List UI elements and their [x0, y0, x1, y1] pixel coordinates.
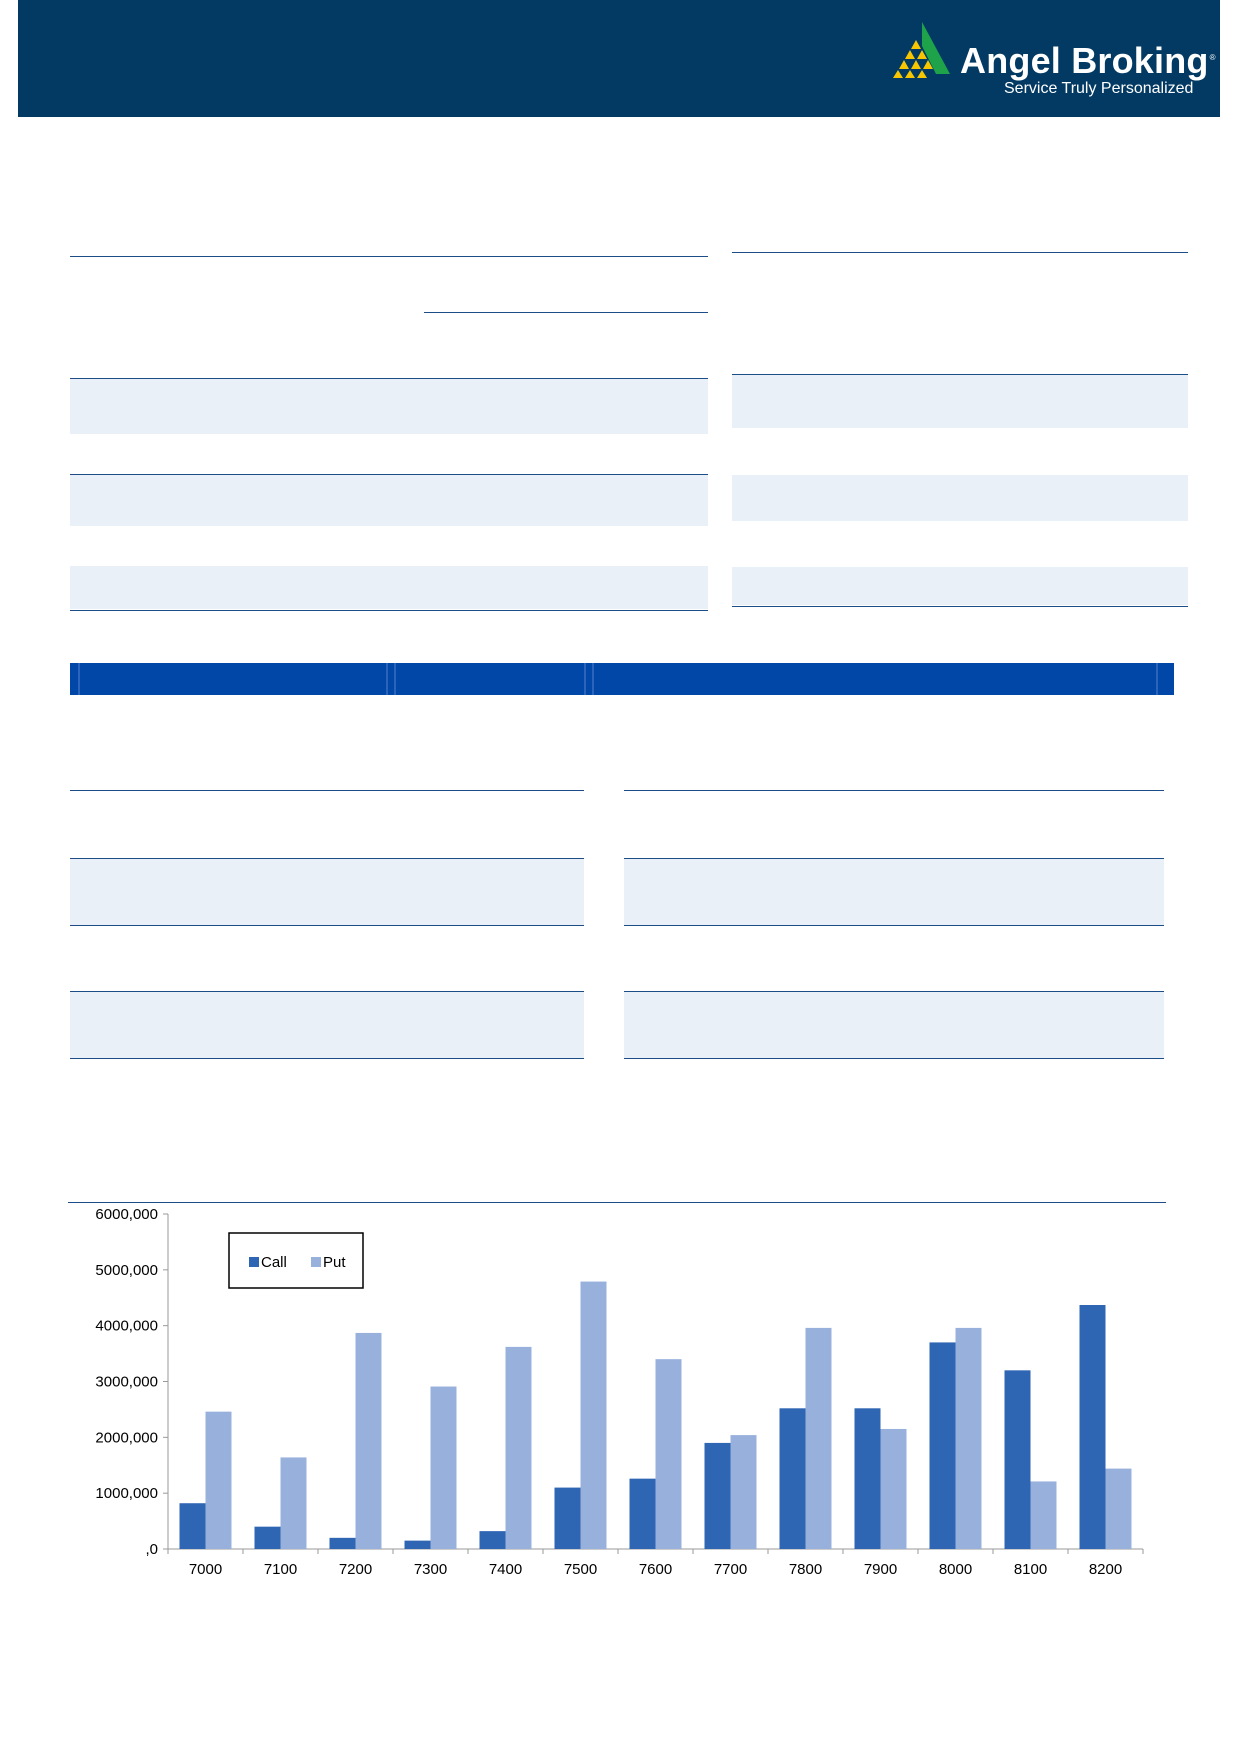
x-tick-label: 8100 — [1013, 1561, 1048, 1578]
registered-mark: ® — [1209, 53, 1216, 62]
brand-name: Angel Broking® — [960, 40, 1216, 81]
x-tick-label: 7400 — [488, 1561, 523, 1578]
y-tick-label: 4000,000 — [95, 1317, 158, 1335]
bar-call — [630, 1479, 656, 1549]
bar-put — [356, 1333, 382, 1549]
bar-put — [731, 1435, 757, 1549]
x-tick-label: 7800 — [788, 1561, 823, 1578]
bar-call — [1005, 1370, 1031, 1549]
y-tick-label: ,0 — [145, 1541, 158, 1558]
bar-put — [656, 1359, 682, 1549]
y-tick-label: 3000,000 — [95, 1373, 158, 1391]
x-tick-label: 7100 — [263, 1561, 298, 1578]
x-tick-label: 7200 — [338, 1561, 373, 1578]
bar-put — [881, 1429, 907, 1549]
bar-put — [431, 1387, 457, 1549]
bar-call — [1080, 1305, 1106, 1549]
bar-put — [581, 1282, 607, 1549]
bar-call — [555, 1488, 581, 1549]
bar-call — [930, 1342, 956, 1549]
x-tick-label: 7700 — [713, 1561, 748, 1578]
bar-put — [1106, 1469, 1132, 1549]
y-tick-label: 1000,000 — [95, 1485, 158, 1503]
x-tick-label: 8000 — [938, 1561, 973, 1578]
x-tick-label: 7000 — [188, 1561, 223, 1578]
bar-put — [956, 1328, 982, 1549]
brand-tagline: Service Truly Personalized — [1004, 80, 1194, 97]
bar-call — [780, 1408, 806, 1549]
bar-put — [1031, 1481, 1057, 1549]
x-tick-label: 7900 — [863, 1561, 898, 1578]
bar-call — [330, 1538, 356, 1549]
legend-label-call: Call — [261, 1254, 287, 1271]
legend-swatch-call — [249, 1257, 259, 1267]
x-tick-label: 8200 — [1088, 1561, 1123, 1578]
bar-put — [806, 1328, 832, 1549]
x-tick-label: 7500 — [563, 1561, 598, 1578]
bar-call — [255, 1527, 281, 1549]
x-tick-label: 7600 — [638, 1561, 673, 1578]
legend-swatch-put — [311, 1257, 321, 1267]
bar-call — [480, 1531, 506, 1549]
bar-call — [705, 1443, 731, 1549]
legend-label-put: Put — [323, 1254, 346, 1271]
bar-put — [506, 1347, 532, 1549]
bar-call — [855, 1408, 881, 1549]
y-tick-label: 6000,000 — [95, 1206, 158, 1223]
bar-put — [281, 1457, 307, 1549]
bar-call — [405, 1541, 431, 1549]
x-tick-label: 7300 — [413, 1561, 448, 1578]
y-tick-label: 2000,000 — [95, 1429, 158, 1447]
bar-put — [206, 1412, 232, 1549]
y-tick-label: 5000,000 — [95, 1261, 158, 1279]
bar-call — [180, 1503, 206, 1549]
